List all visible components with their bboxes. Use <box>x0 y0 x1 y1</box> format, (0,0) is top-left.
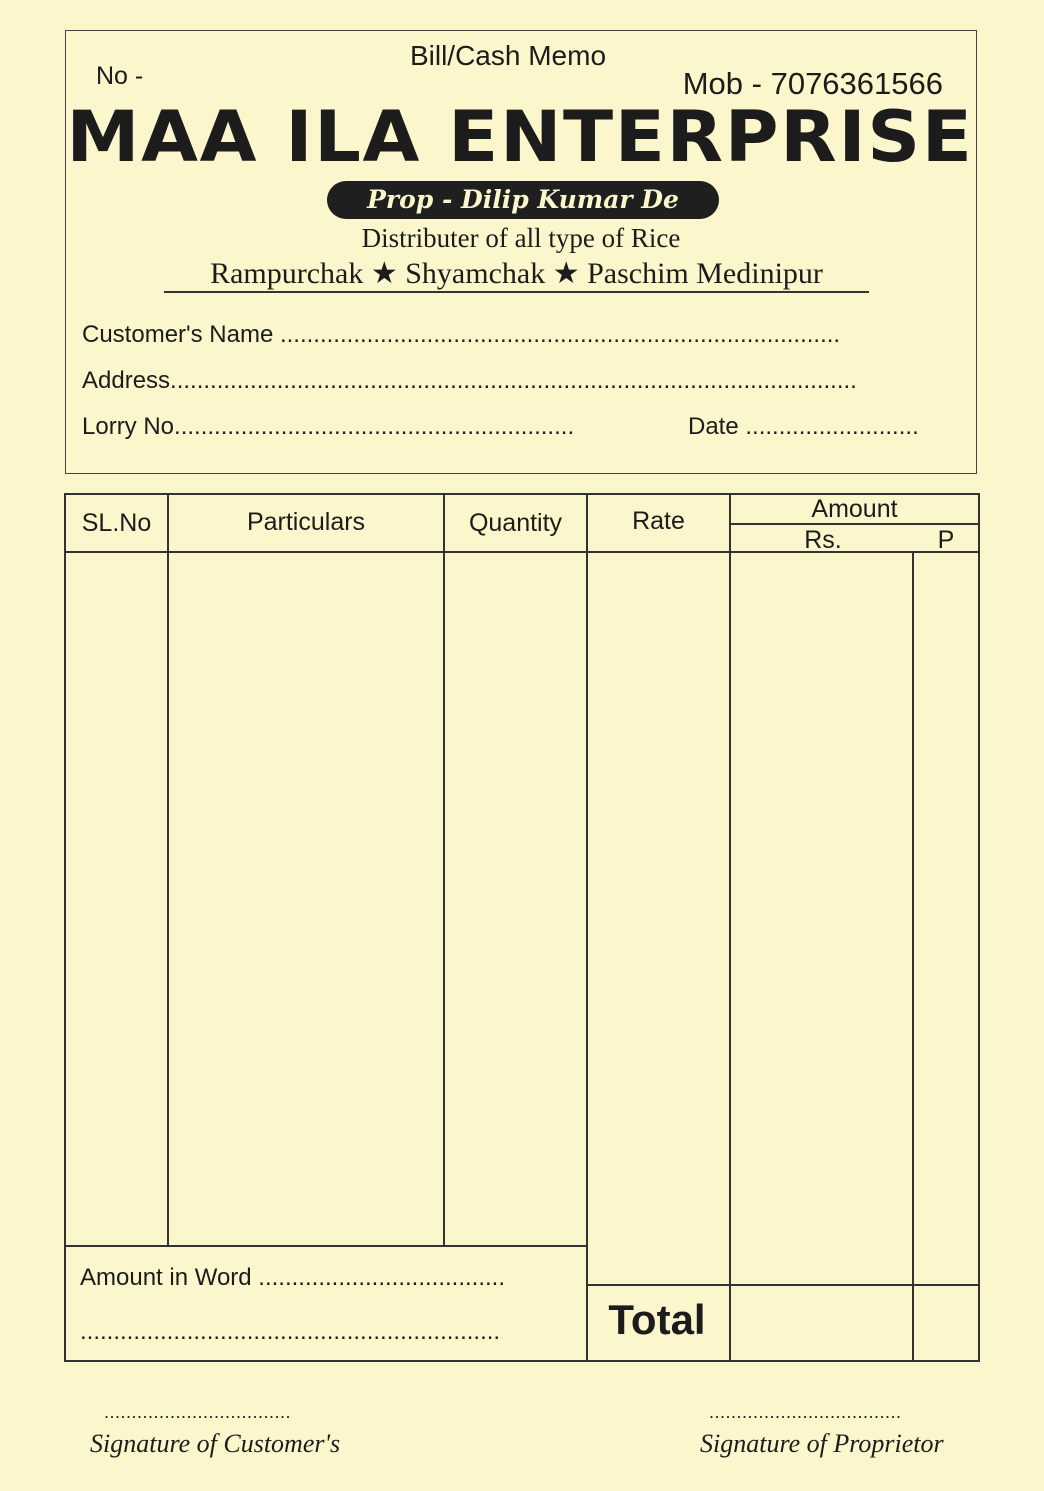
customer-signature-line: .................................. <box>104 1402 292 1422</box>
amount-in-word-line2[interactable]: ............................................................... <box>80 1318 501 1345</box>
col-header-quantity: Quantity <box>468 509 563 537</box>
total-label: Total <box>608 1296 706 1343</box>
date-field[interactable]: Date .......................... <box>688 413 919 440</box>
table-border-right <box>978 493 980 1362</box>
company-name: MAA ILA ENTERPRISE <box>66 96 974 178</box>
address-field[interactable]: Address....................................................................................................... <box>82 367 857 394</box>
memo-title: Bill/Cash Memo <box>409 40 607 71</box>
lorry-number-field[interactable]: Lorry No............................................................ <box>82 413 575 440</box>
table-border-bottom <box>64 1360 980 1362</box>
proprietor-signature-label: Signature of Proprietor <box>700 1429 944 1458</box>
col-divider-slno <box>167 493 169 1247</box>
mobile-number: Mob - 7076361566 <box>682 66 943 101</box>
col-header-rs: Rs. <box>804 526 842 554</box>
col-divider-quantity <box>586 493 588 1362</box>
customer-signature-label: Signature of Customer's <box>90 1429 341 1458</box>
total-row-divider <box>586 1284 980 1286</box>
amount-in-word-field[interactable]: Amount in Word ..................................... <box>80 1264 506 1291</box>
business-tagline: Distributer of all type of Rice <box>361 223 681 253</box>
table-border-left <box>64 493 66 1362</box>
col-divider-particulars <box>443 493 445 1247</box>
col-header-p: P <box>937 526 955 554</box>
amount-in-word-divider <box>64 1245 588 1247</box>
bill-number-label: No - <box>96 62 144 90</box>
col-header-slno: SL.No <box>81 509 152 537</box>
col-divider-rate <box>729 493 731 1362</box>
business-address: Rampurchak ★ Shyamchak ★ Paschim Medinipur <box>164 256 869 293</box>
proprietor-signature-line: ................................... <box>709 1402 902 1422</box>
proprietor-badge: Prop - Dilip Kumar De <box>327 181 719 219</box>
col-divider-rs-p <box>912 551 914 1362</box>
col-header-amount: Amount <box>811 495 898 523</box>
col-header-rate: Rate <box>632 507 685 535</box>
col-header-particulars: Particulars <box>246 508 366 536</box>
customer-name-field[interactable]: Customer's Name .................................................................................... <box>82 321 841 348</box>
